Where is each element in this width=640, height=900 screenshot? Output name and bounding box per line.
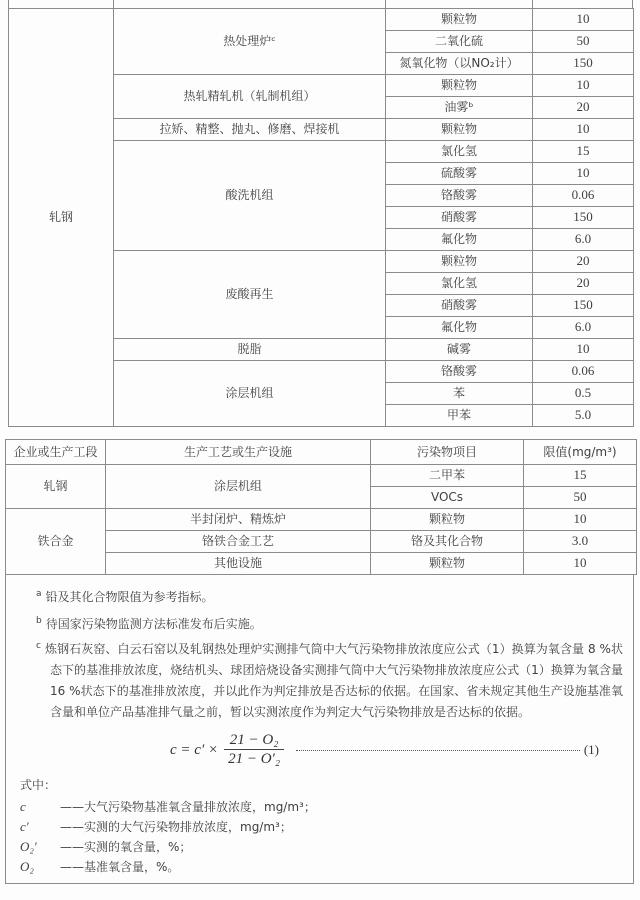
footnote-text: 炼钢石灰窑、白云石窑以及轧钢热处理炉实测排气筒中大气污染物排放浓度应公式（1）换算为氧含量 8 %状态下的基准排放浓度，烧结机头、球团焙烧设备实测排气筒中大气污染物排放浓度应公式（1）换算为氧含量 16 %状态下的基准排放浓度，并以此作为判定排放是否达标的依据。在国家、省未规定其他生产设施基准氧含量和单位产品基准排气量之前，暂以实测浓度作为判定大气污染物排放是否达标的依据。 [44,642,623,719]
limit-cell: 150 [533,207,634,229]
pollutant-cell: 甲苯 [386,405,533,427]
pollutant-cell: 颗粒物 [386,119,533,141]
limit-cell: 50 [524,487,637,509]
symbol-description: ——大气污染物基准氧含量排放浓度，mg/m³； [60,800,316,814]
process-cell: 半封闭炉、精炼炉 [106,509,371,531]
formula-numerator: 21 − O₂ [224,732,285,750]
limit-cell: 50 [533,31,634,53]
enterprise-limits-table [5,439,637,575]
stub-line [113,0,114,8]
pollutant-cell: 二氧化硫 [386,31,533,53]
table-row [6,509,637,531]
footnote-text: 铅及其化合物限值为参考指标。 [45,590,214,604]
process-cell: 涂层机组 [106,465,371,509]
pollutant-cell: 颗粒物 [386,75,533,97]
process-cell: 拉矫、精整、抛丸、修磨、焊接机 [114,119,386,141]
limit-cell: 10 [533,75,634,97]
pollutant-cell: 氯化氢 [386,273,533,295]
pollutant-cell: 硝酸雾 [386,207,533,229]
definition-row [20,837,623,857]
footnote-marker: b [36,616,42,626]
stub-line [532,0,533,8]
process-cell: 脱脂 [114,339,386,361]
pollutant-cell: VOCs [371,487,524,509]
limit-cell: 3.0 [524,531,637,553]
pollutant-cell: 硫酸雾 [386,163,533,185]
pollutant-cell: 苯 [386,383,533,405]
table-header-row [6,440,637,465]
category-cell: 轧钢 [9,9,114,427]
pollutant-cell: 油雾ᵇ [386,97,533,119]
pollutant-cell: 颗粒物 [386,9,533,31]
footnote-c [20,636,623,723]
symbol-definitions [20,797,623,877]
symbol-description: ——基准氧含量，%。 [60,860,180,874]
category-cell: 铁合金 [6,509,106,575]
definition-row [20,817,623,837]
limit-cell: 20 [533,273,634,295]
symbol: O₂′ [20,839,37,854]
formula-lhs: c = c′ × [170,741,219,758]
limit-cell: 10 [533,119,634,141]
limit-cell: 0.06 [533,185,634,207]
limit-cell: 15 [533,141,634,163]
limit-cell: 0.5 [533,383,634,405]
definition-row [20,857,623,877]
limit-cell: 150 [533,295,634,317]
table-row [6,465,637,487]
pollutant-cell: 硝酸雾 [386,295,533,317]
footnotes-section [5,575,634,884]
header-limit: 限值(mg/m³) [524,440,637,465]
symbol: c′ [20,819,29,834]
header-pollutant: 污染物项目 [371,440,524,465]
pollutant-cell: 颗粒物 [386,251,533,273]
category-cell: 轧钢 [6,465,106,509]
where-label: 式中： [20,778,57,792]
pollutant-cell: 碱雾 [386,339,533,361]
formula-denominator: 21 − O′₂ [228,751,281,767]
pollutant-cell: 铬及其化合物 [371,531,524,553]
symbol: O₂ [20,859,34,874]
oxygen-conversion-formula [170,731,599,769]
process-cell: 涂层机组 [114,361,386,427]
pollutant-cell: 颗粒物 [371,553,524,575]
limit-cell: 150 [533,53,634,75]
limit-cell: 15 [524,465,637,487]
footnote-b [20,609,623,636]
process-cell: 酸洗机组 [114,141,386,251]
table-continuation-stub [8,0,633,8]
limit-cell: 10 [533,9,634,31]
definition-row [20,797,623,817]
limit-cell: 6.0 [533,317,634,339]
pollutant-cell: 铬酸雾 [386,361,533,383]
table-row [9,9,634,31]
pollutant-cell: 颗粒物 [371,509,524,531]
limit-cell: 10 [524,509,637,531]
footnote-a [20,582,623,609]
stub-line [385,0,386,8]
process-cell: 热处理炉ᶜ [114,9,386,75]
limit-cell: 6.0 [533,229,634,251]
limit-cell: 5.0 [533,405,634,427]
formula-fraction [222,731,286,769]
pollutant-cell: 氟化物 [386,229,533,251]
limit-cell: 20 [533,97,634,119]
stub-line [632,0,633,8]
footnote-marker: c [36,641,41,651]
limit-cell: 10 [524,553,637,575]
equation-number: (1) [583,742,599,757]
emission-limits-table-continued [8,8,634,427]
pollutant-cell: 氮氧化物（以NO₂计） [386,53,533,75]
pollutant-cell: 铬酸雾 [386,185,533,207]
pollutant-cell: 氟化物 [386,317,533,339]
process-cell: 铬铁合金工艺 [106,531,371,553]
header-enterprise: 企业或生产工段 [6,440,106,465]
process-cell: 其他设施 [106,553,371,575]
limit-cell: 10 [533,163,634,185]
footnote-text: 待国家污染物监测方法标准发布后实施。 [45,617,262,631]
symbol: c [20,799,26,814]
pollutant-cell: 二甲苯 [371,465,524,487]
header-process: 生产工艺或生产设施 [106,440,371,465]
limit-cell: 20 [533,251,634,273]
pollutant-cell: 氯化氢 [386,141,533,163]
process-cell: 废酸再生 [114,251,386,339]
process-cell: 热轧精轧机（轧制机组） [114,75,386,119]
footnote-marker: a [36,589,42,599]
limit-cell: 10 [533,339,634,361]
limit-cell: 0.06 [533,361,634,383]
symbol-description: ——实测的大气污染物排放浓度，mg/m³； [60,820,292,834]
symbol-description: ——实测的氧含量，%； [60,840,192,854]
dotted-leader [296,749,580,751]
stub-line [8,0,9,8]
